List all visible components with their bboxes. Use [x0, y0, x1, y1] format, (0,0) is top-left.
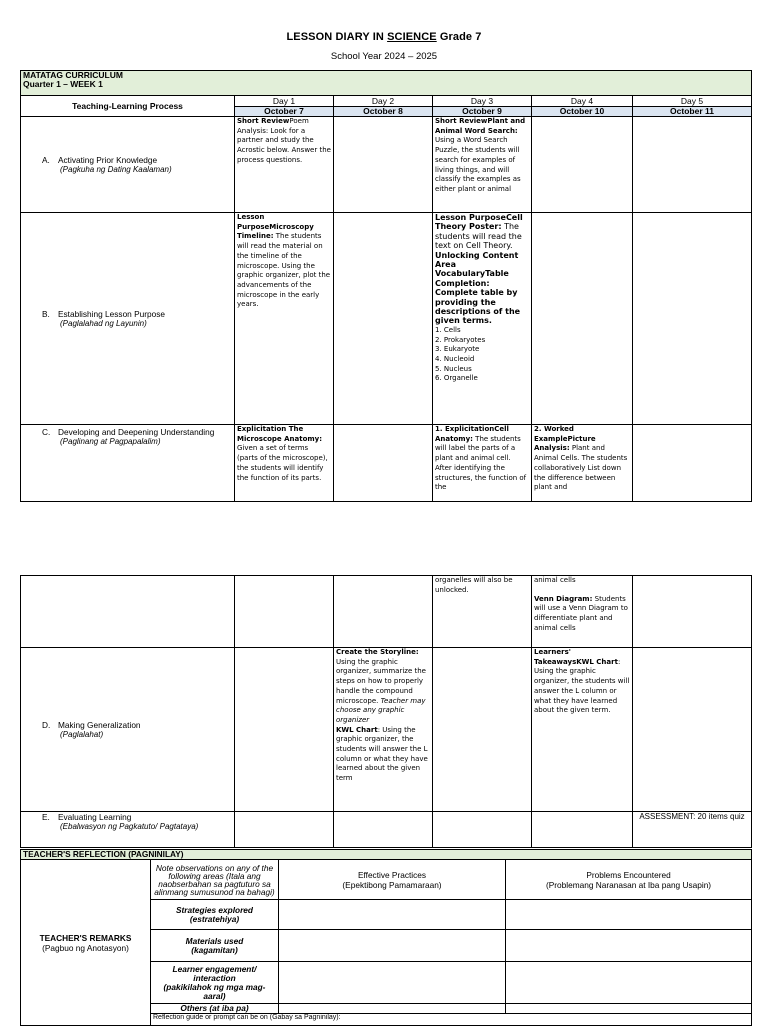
teachers-remarks: TEACHER'S REMARKS (Pagbuo ng Anotasyon) — [21, 860, 151, 1026]
row-a-day3: Short ReviewPlant and Animal Word Search: Using a Word Search Puzzle, the students will search for examples of living things, and will classify the examples as either plant or animal — [433, 117, 532, 213]
row-b-day4 — [532, 213, 633, 425]
lesson-table-part1 — [20, 70, 752, 502]
reflection-guide: Reflection guide or prompt can be on (Gabay sa Pagninilay): — [151, 1014, 752, 1026]
row-e-label: E. Evaluating Learning (Ebalwasyon ng Pagkatuto/ Pagtataya) — [21, 812, 235, 848]
row-c-cont-day3: organelles will also be unlocked. — [433, 576, 532, 648]
effective-practices-header: Effective Practices (Epektibong Pamamaraan) — [279, 860, 506, 900]
problems-strategies-input[interactable] — [506, 900, 752, 930]
day-date: October 8 — [334, 107, 433, 117]
effective-others-input[interactable] — [279, 1004, 506, 1014]
row-a-day4 — [532, 117, 633, 213]
row-c-day2 — [334, 425, 433, 502]
note-observations: Note observations on any of the following areas (Itala ang naobserbahan sa pagtuturo sa alinmang sumusunod na bahagi) — [151, 860, 279, 900]
area-materials: Materials used (kagamitan) — [151, 930, 279, 962]
subject-underlined: SCIENCE — [387, 31, 437, 43]
row-d-day1 — [235, 648, 334, 812]
row-c-cont-day1 — [235, 576, 334, 648]
effective-engagement-input[interactable] — [279, 962, 506, 1004]
row-c-cont-day2 — [334, 576, 433, 648]
row-a-day1: Short ReviewPoem Analysis: Look for a partner and study the Acrostic below. Answer the process questions. — [235, 117, 334, 213]
day-label: Day 4 — [532, 96, 633, 107]
row-c-label: C. Developing and Deepening Understanding (Paglinang at Pagpapalalim) — [21, 425, 235, 502]
day-label: Day 3 — [433, 96, 532, 107]
area-engagement: Learner engagement/ interaction (pakikilahok ng mga mag-aaral) — [151, 962, 279, 1004]
row-c-day3: 1. ExplicitationCell Anatomy: The students will label the parts of a plant and animal cell. After identifying the structures, the function of the — [433, 425, 532, 502]
curriculum-header: MATATAG CURRICULUM Quarter 1 – WEEK 1 — [21, 71, 752, 96]
effective-strategies-input[interactable] — [279, 900, 506, 930]
row-e-day4 — [532, 812, 633, 848]
area-strategies: Strategies explored (estratehiya) — [151, 900, 279, 930]
row-e-day5: ASSESSMENT: 20 items quiz — [633, 812, 752, 848]
row-c-cont-day5 — [633, 576, 752, 648]
row-c-cont-label — [21, 576, 235, 648]
effective-materials-input[interactable] — [279, 930, 506, 962]
row-e-day3 — [433, 812, 532, 848]
row-d-day4: Learners' TakeawaysKWL Chart: Using the graphic organizer, the students will answer the L column or what they have learned about the given term. — [532, 648, 633, 812]
row-c-cont-day4: animal cells Venn Diagram: Students will use a Venn Diagram to differentiate plant and animal cells — [532, 576, 633, 648]
day-date: October 10 — [532, 107, 633, 117]
row-d-day3 — [433, 648, 532, 812]
problems-materials-input[interactable] — [506, 930, 752, 962]
row-e-day2 — [334, 812, 433, 848]
row-d-day2: Create the Storyline: Using the graphic organizer, summarize the steps on how to properly handle the compound microscope. Teacher may choose any graphic organizer KWL Chart: Using the graphic organizer, the students will answer the L column or what they have learned about the given term — [334, 648, 433, 812]
day-date: October 7 — [235, 107, 334, 117]
day-date: October 9 — [433, 107, 532, 117]
page-title: LESSON DIARY IN SCIENCE Grade 7 — [286, 31, 482, 43]
row-c-day5 — [633, 425, 752, 502]
lesson-table-part2 — [20, 575, 752, 848]
day-date: October 11 — [633, 107, 752, 117]
day-label: Day 1 — [235, 96, 334, 107]
row-c-day4: 2. Worked ExamplePicture Analysis: Plant and Animal Cells. The students collaboratively List down the difference between plant and — [532, 425, 633, 502]
day-label: Day 2 — [334, 96, 433, 107]
area-others: Others (at iba pa) — [151, 1004, 279, 1014]
row-b-day1: Lesson PurposeMicroscopy Timeline: The students will read the material on the timeline of the microscope. Using the graphic organizer, plot the advancements of the microscope in the early years. — [235, 213, 334, 425]
row-a-day2 — [334, 117, 433, 213]
problems-others-input[interactable] — [506, 1004, 752, 1014]
problems-encountered-header: Problems Encountered (Problemang Naranasan at Iba pang Usapin) — [506, 860, 752, 900]
reflection-table — [20, 849, 752, 1026]
row-e-day1 — [235, 812, 334, 848]
school-year: School Year 2024 – 2025 — [330, 51, 438, 62]
day-label: Day 5 — [633, 96, 752, 107]
row-b-day2 — [334, 213, 433, 425]
row-c-day1: Explicitation The Microscope Anatomy: Given a set of terms (parts of the microscope), the students will identify the function of its parts. — [235, 425, 334, 502]
row-a-day5 — [633, 117, 752, 213]
row-b-label: B. Establishing Lesson Purpose (Paglalahad ng Layunin) — [21, 213, 235, 425]
row-b-day5 — [633, 213, 752, 425]
problems-engagement-input[interactable] — [506, 962, 752, 1004]
row-d-day5 — [633, 648, 752, 812]
row-d-label: D. Making Generalization (Paglalahat) — [21, 648, 235, 812]
row-a-label: A. Activating Prior Knowledge (Pagkuha ng Dating Kaalaman) — [21, 117, 235, 213]
tlp-header: Teaching-Learning Process — [21, 96, 235, 117]
row-b-day3: Lesson PurposeCell Theory Poster: The students will read the text on Cell Theory. Unlocking Content Area VocabularyTable Completion: Complete table by providing the descriptions of the given terms. 1. Cells 2. Prokaryotes 3. Eukaryote 4. Nucleoid 5. Nucleus 6. Organelle — [433, 213, 532, 425]
reflection-header: TEACHER'S REFLECTION (PAGNINILAY) — [21, 850, 752, 860]
